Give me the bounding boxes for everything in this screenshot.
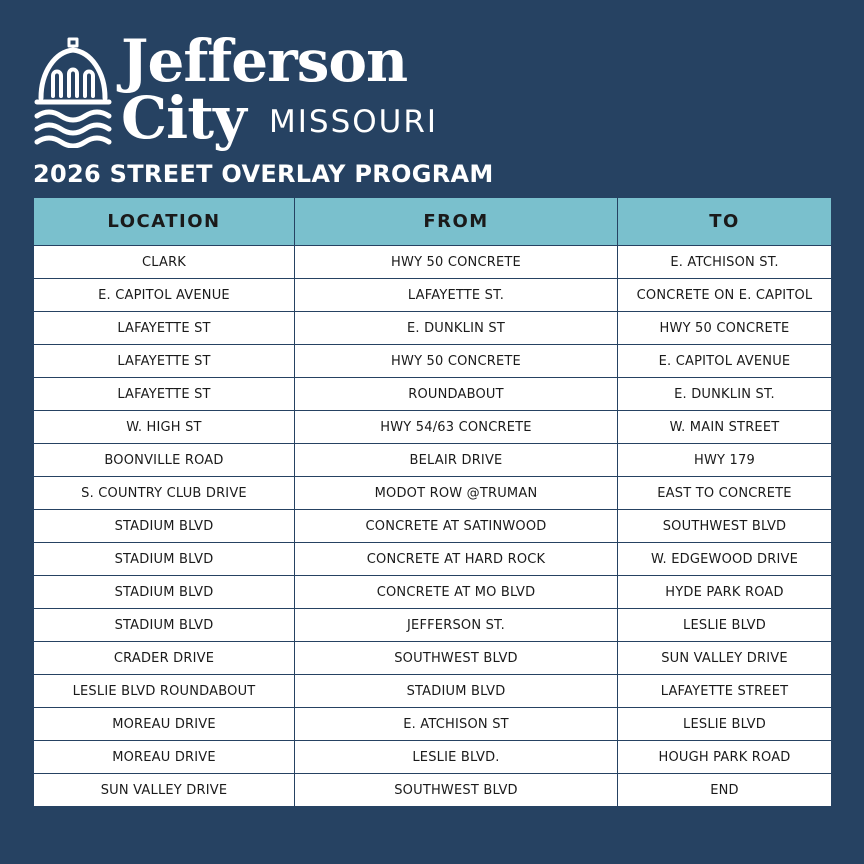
table-row bbox=[34, 543, 832, 576]
cell-location: STADIUM BLVD bbox=[34, 510, 295, 543]
cell-to: SOUTHWEST BLVD bbox=[618, 510, 832, 543]
cell-from: E. DUNKLIN ST bbox=[295, 312, 618, 345]
header bbox=[33, 27, 833, 156]
table-row bbox=[34, 708, 832, 741]
cell-from: LESLIE BLVD. bbox=[295, 741, 618, 774]
table-row bbox=[34, 444, 832, 477]
cell-from: HWY 50 CONCRETE bbox=[295, 345, 618, 378]
cell-location: LAFAYETTE ST bbox=[34, 345, 295, 378]
cell-to: W. MAIN STREET bbox=[618, 411, 832, 444]
cell-to: HYDE PARK ROAD bbox=[618, 576, 832, 609]
logo-wordmark-jefferson: Jefferson bbox=[121, 27, 408, 95]
table-row bbox=[34, 642, 832, 675]
cell-to: E. DUNKLIN ST. bbox=[618, 378, 832, 411]
cell-to: E. CAPITOL AVENUE bbox=[618, 345, 832, 378]
cell-location: LESLIE BLVD ROUNDABOUT bbox=[34, 675, 295, 708]
cell-to: LAFAYETTE STREET bbox=[618, 675, 832, 708]
cell-location: S. COUNTRY CLUB DRIVE bbox=[34, 477, 295, 510]
cell-from: HWY 50 CONCRETE bbox=[295, 246, 618, 279]
capitol-dome-icon bbox=[33, 36, 113, 148]
cell-to: HWY 179 bbox=[618, 444, 832, 477]
table-row bbox=[34, 774, 832, 807]
table-header-row bbox=[34, 198, 832, 246]
table-row bbox=[34, 345, 832, 378]
cell-from: CONCRETE AT MO BLVD bbox=[295, 576, 618, 609]
table-row bbox=[34, 675, 832, 708]
cell-from: SOUTHWEST BLVD bbox=[295, 642, 618, 675]
column-header-to: TO bbox=[618, 198, 832, 246]
cell-location: BOONVILLE ROAD bbox=[34, 444, 295, 477]
table-row bbox=[34, 510, 832, 543]
cell-location: STADIUM BLVD bbox=[34, 609, 295, 642]
logo-wordmark-city: City bbox=[121, 84, 246, 152]
table-row bbox=[34, 279, 832, 312]
logo-wordmark-missouri: MISSOURI bbox=[269, 104, 439, 140]
cell-from: E. ATCHISON ST bbox=[295, 708, 618, 741]
table-row bbox=[34, 246, 832, 279]
cell-from: CONCRETE AT HARD ROCK bbox=[295, 543, 618, 576]
cell-location: LAFAYETTE ST bbox=[34, 378, 295, 411]
table-row bbox=[34, 378, 832, 411]
cell-to: HWY 50 CONCRETE bbox=[618, 312, 832, 345]
page-title: 2026 STREET OVERLAY PROGRAM bbox=[33, 160, 494, 188]
column-header-from: FROM bbox=[295, 198, 618, 246]
cell-to: EAST TO CONCRETE bbox=[618, 477, 832, 510]
cell-to: SUN VALLEY DRIVE bbox=[618, 642, 832, 675]
cell-location: W. HIGH ST bbox=[34, 411, 295, 444]
cell-location: CRADER DRIVE bbox=[34, 642, 295, 675]
table-row bbox=[34, 477, 832, 510]
cell-from: MODOT ROW @TRUMAN bbox=[295, 477, 618, 510]
cell-location: MOREAU DRIVE bbox=[34, 708, 295, 741]
cell-location: E. CAPITOL AVENUE bbox=[34, 279, 295, 312]
cell-location: CLARK bbox=[34, 246, 295, 279]
cell-from: BELAIR DRIVE bbox=[295, 444, 618, 477]
cell-from: JEFFERSON ST. bbox=[295, 609, 618, 642]
cell-to: LESLIE BLVD bbox=[618, 609, 832, 642]
cell-from: LAFAYETTE ST. bbox=[295, 279, 618, 312]
street-overlay-table bbox=[33, 197, 832, 807]
cell-location: SUN VALLEY DRIVE bbox=[34, 774, 295, 807]
cell-from: SOUTHWEST BLVD bbox=[295, 774, 618, 807]
table-row bbox=[34, 576, 832, 609]
cell-to: W. EDGEWOOD DRIVE bbox=[618, 543, 832, 576]
cell-to: LESLIE BLVD bbox=[618, 708, 832, 741]
cell-location: STADIUM BLVD bbox=[34, 576, 295, 609]
cell-from: CONCRETE AT SATINWOOD bbox=[295, 510, 618, 543]
cell-location: LAFAYETTE ST bbox=[34, 312, 295, 345]
column-header-location: LOCATION bbox=[34, 198, 295, 246]
cell-to: END bbox=[618, 774, 832, 807]
cell-to: E. ATCHISON ST. bbox=[618, 246, 832, 279]
cell-location: STADIUM BLVD bbox=[34, 543, 295, 576]
table-row bbox=[34, 312, 832, 345]
cell-to: CONCRETE ON E. CAPITOL bbox=[618, 279, 832, 312]
cell-location: MOREAU DRIVE bbox=[34, 741, 295, 774]
cell-from: STADIUM BLVD bbox=[295, 675, 618, 708]
table-row bbox=[34, 741, 832, 774]
cell-to: HOUGH PARK ROAD bbox=[618, 741, 832, 774]
cell-from: HWY 54/63 CONCRETE bbox=[295, 411, 618, 444]
cell-from: ROUNDABOUT bbox=[295, 378, 618, 411]
table-row bbox=[34, 609, 832, 642]
table-row bbox=[34, 411, 832, 444]
